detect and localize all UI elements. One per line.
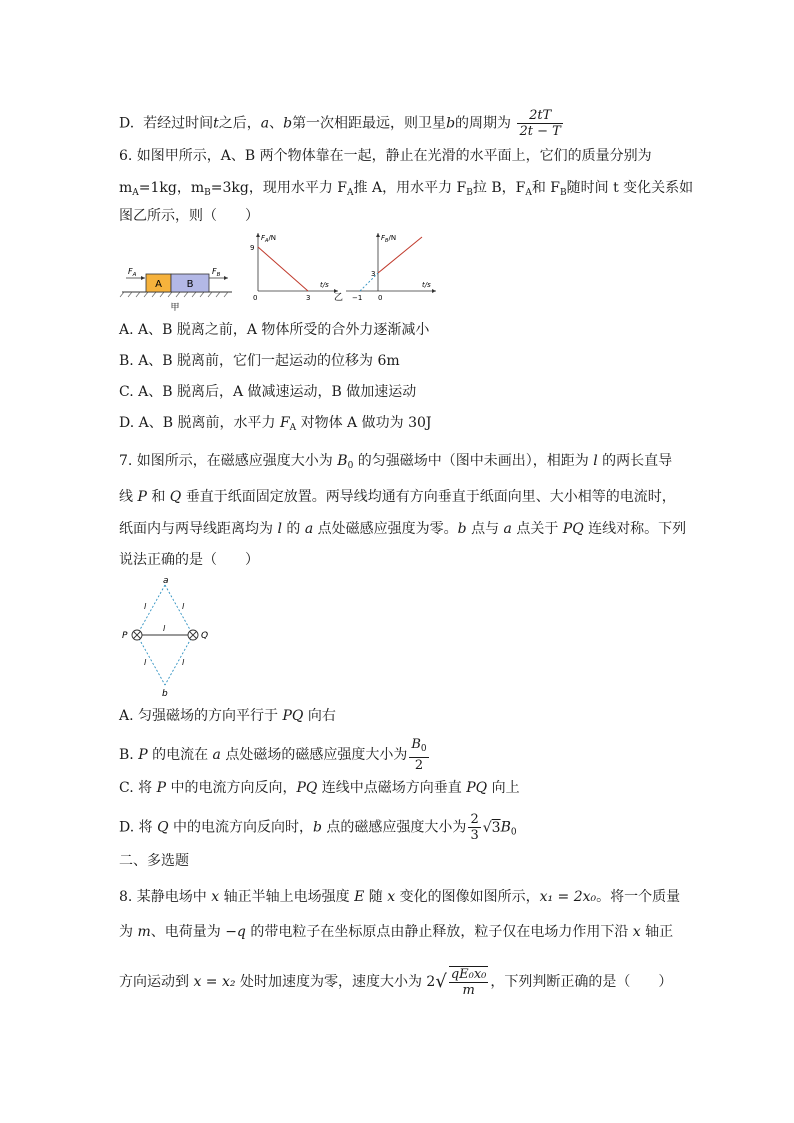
q8-stem-line1: 8. 某静电场中 x 轴正半轴上电场强度 E 随 x 变化的图像如图所示，x₁ = 2x₀。将一个质量 <box>119 889 681 905</box>
q7-option-b[interactable]: B. P 的电流在 a 点处磁场的磁感应强度大小为 $\frac{B_0}{2}$ <box>119 737 427 773</box>
q6-option-a[interactable]: A. A、B 脱离之前，A 物体所受的合外力逐渐减小 <box>119 322 430 338</box>
svg-text:0: 0 <box>378 294 383 302</box>
svg-text:0: 0 <box>253 294 258 302</box>
fa-line <box>258 247 308 291</box>
q6-option-b[interactable]: B. A、B 脱离前，它们一起运动的位移为 6m <box>119 353 400 369</box>
wire-q-into-page-icon <box>188 630 198 640</box>
svg-text:P: P <box>122 631 128 641</box>
q6-option-c[interactable]: C. A、B 脱离后，A 做减速运动，B 做加速运动 <box>119 384 417 400</box>
svg-text:l: l <box>182 658 185 667</box>
svg-text:−1: −1 <box>352 294 363 302</box>
q7-option-c[interactable]: C. 将 P 中的电流方向反向，PQ 连线中点磁场方向垂直 PQ 向上 <box>119 780 520 796</box>
q7-figure <box>116 575 216 699</box>
q7-stem-line3: 纸面内与两导线距离均为 l 的 a 点处磁感应强度为零。b 点与 a 点关于 PQ 连线对称。下列 <box>119 521 687 537</box>
q7-stem-line1: 7. 如图所示，在磁感应强度大小为 $B_0$ 的匀强磁场中（图中未画出），相距为 l 的两长直导 <box>119 453 673 471</box>
svg-text:t/s: t/s <box>422 281 431 289</box>
q6-stem-line2: $m_A=1kg$，$m_B=3kg$，现用水平力 $F_A$推 A，用水平力 $F_B$拉 B，$F_A$和 $F_B$随时间 t 变化关系如 <box>119 180 694 198</box>
wire-p-into-page-icon <box>132 630 142 640</box>
q5-option-d[interactable]: D. 若经过时间t之后，a、b第一次相距最远，则卫星b的周期为 $\frac{2tT}{2t - T}$ <box>119 108 561 139</box>
q6-graph-fb <box>334 229 442 305</box>
svg-text:l: l <box>182 602 185 611</box>
q6-graph-fa <box>244 229 344 305</box>
q6-figure-jia <box>120 262 236 312</box>
svg-text:b: b <box>162 689 168 699</box>
q8-stem-line2: 为 m、电荷量为 −q 的带电粒子在坐标原点由静止释放，粒子仅在电场力作用下沿 x 轴正 <box>119 924 674 940</box>
svg-text:FB: $F_B$ <box>212 267 221 278</box>
svg-text:a: a <box>163 576 169 586</box>
svg-text:FA/N: $F_A/N$ <box>261 234 277 244</box>
svg-text:l: l <box>163 624 166 633</box>
q7-option-a[interactable]: A. 匀强磁场的方向平行于 PQ 向右 <box>119 708 336 724</box>
svg-text:l: l <box>144 602 147 611</box>
svg-text:FB/N: $F_B/N$ <box>381 234 397 244</box>
figure-label-yi: 乙 <box>334 293 344 303</box>
svg-text:3: 3 <box>306 294 311 302</box>
q6-option-d[interactable]: D. A、B 脱离前，水平力 $F_A$ 对物体 A 做功为 30J <box>119 415 432 433</box>
q7-stem-line4: 说法正确的是（ ） <box>119 552 259 568</box>
q8-stem-line3: 方向运动到 x = x₂ 处时加速度为零，速度大小为 2√ $\frac{\text{qE₀x₀}}{m}$ ，下列判断正确的是（ ） <box>119 967 673 998</box>
q7-stem-line2: 线 P 和 Q 垂直于纸面固定放置。两导线均通有方向垂直于纸面向里、大小相等的电流时， <box>119 489 676 505</box>
svg-text:FA: $F_A$ <box>128 267 137 278</box>
svg-text:t/s: t/s <box>320 281 329 289</box>
q6-stem-line1: 6. 如图甲所示，A、B 两个物体靠在一起，静止在光滑的水平面上，它们的质量分别为 <box>119 148 652 164</box>
svg-text:3: 3 <box>371 270 376 278</box>
q6-stem-line3: 图乙所示，则（ ） <box>119 208 259 224</box>
q7-option-d[interactable]: D. 将 Q 中的电流方向反向时，b 点的磁感应强度大小为 $\frac{2}{3}$ $√3B_0$ <box>119 812 517 843</box>
svg-text:Q: Q <box>201 631 209 641</box>
svg-text:A: A <box>155 279 162 290</box>
period-fraction: $\frac{2tT}{2t - T}$ <box>519 108 561 139</box>
figure-label-jia: 甲 <box>170 303 180 313</box>
svg-text:B: B <box>186 279 194 290</box>
option-label: D. <box>119 115 135 132</box>
svg-text:9: 9 <box>250 244 255 252</box>
svg-text:l: l <box>144 658 147 667</box>
section-heading-multiple-choice: 二、多选题 <box>119 853 189 869</box>
